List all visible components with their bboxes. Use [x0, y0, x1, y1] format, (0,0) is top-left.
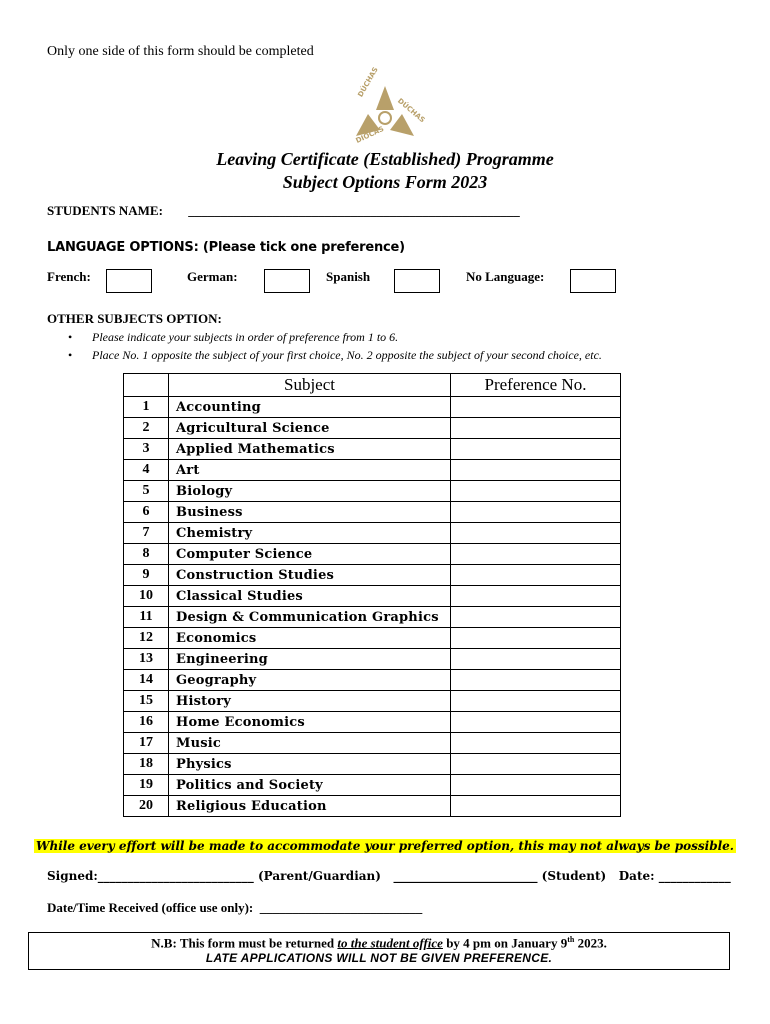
language-label-french: French:	[47, 269, 91, 284]
header-number	[124, 374, 169, 397]
table-row	[124, 712, 621, 733]
header-preference: Preference No.	[451, 374, 621, 397]
instruction-item: • Please indicate your subjects in order of preference from 1 to 6.	[68, 328, 602, 346]
row-number: 6	[124, 502, 169, 523]
form-title: Leaving Certificate (Established) Programme	[216, 149, 554, 169]
return-notice	[29, 935, 729, 951]
row-number: 15	[124, 691, 169, 712]
students-name-row	[47, 203, 520, 219]
row-number: 14	[124, 670, 169, 691]
language-label-spanish: Spanish	[326, 269, 371, 284]
row-preference-cell[interactable]	[451, 607, 621, 628]
row-number: 19	[124, 775, 169, 796]
row-number: 10	[124, 586, 169, 607]
row-subject: Biology	[169, 481, 451, 502]
row-subject: Physics	[169, 754, 451, 775]
notice-middle: by 4 pm on January 9	[442, 935, 568, 951]
french-checkbox[interactable]	[106, 269, 152, 293]
row-subject: Home Economics	[169, 712, 451, 733]
german-checkbox[interactable]	[264, 269, 310, 293]
notice-sup: th	[567, 935, 575, 944]
row-preference-cell[interactable]	[451, 754, 621, 775]
table-row	[124, 670, 621, 691]
table-row	[124, 523, 621, 544]
language-label-german: German:	[187, 269, 238, 284]
row-number: 2	[124, 418, 169, 439]
row-subject: Computer Science	[169, 544, 451, 565]
table-row	[124, 733, 621, 754]
row-number: 20	[124, 796, 169, 817]
table-row	[124, 481, 621, 502]
signature-line[interactable]: Signed:__________________________ (Parent/Guardian) ________________________ (Student) Date: ____________	[47, 869, 731, 883]
return-notice-box	[28, 932, 730, 970]
table-row	[124, 460, 621, 481]
row-preference-cell[interactable]	[451, 460, 621, 481]
form-subtitle: Subject Options Form 2023	[282, 172, 488, 192]
school-logo	[348, 65, 427, 145]
row-preference-cell[interactable]	[451, 502, 621, 523]
row-subject: Agricultural Science	[169, 418, 451, 439]
language-label-none: No Language:	[466, 269, 545, 284]
row-number: 7	[124, 523, 169, 544]
table-row	[124, 397, 621, 418]
notice-underlined: to the student office	[337, 935, 443, 951]
row-number: 8	[124, 544, 169, 565]
instructions-list	[68, 328, 602, 364]
logo-text-bottom: DIOCAS	[354, 124, 386, 145]
row-preference-cell[interactable]	[451, 712, 621, 733]
notice-prefix: N.B: This form must be returned	[151, 935, 338, 951]
row-preference-cell[interactable]	[451, 439, 621, 460]
notice-suffix: 2023.	[574, 935, 607, 951]
row-preference-cell[interactable]	[451, 691, 621, 712]
table-row	[124, 607, 621, 628]
row-subject: Chemistry	[169, 523, 451, 544]
row-preference-cell[interactable]	[451, 586, 621, 607]
row-subject: Geography	[169, 670, 451, 691]
logo-text-right: DÚCHAS	[395, 96, 427, 125]
row-number: 9	[124, 565, 169, 586]
row-preference-cell[interactable]	[451, 397, 621, 418]
row-preference-cell[interactable]	[451, 481, 621, 502]
row-number: 1	[124, 397, 169, 418]
row-number: 4	[124, 460, 169, 481]
language-heading: LANGUAGE OPTIONS: (Please tick one preference)	[47, 240, 405, 255]
row-number: 18	[124, 754, 169, 775]
header-subject: Subject	[169, 374, 451, 397]
students-name-field[interactable]: ___________________________________________________	[188, 203, 520, 218]
row-number: 11	[124, 607, 169, 628]
row-preference-cell[interactable]	[451, 628, 621, 649]
row-number: 12	[124, 628, 169, 649]
other-subjects-heading: OTHER SUBJECTS OPTION:	[47, 311, 222, 326]
row-subject: Business	[169, 502, 451, 523]
row-preference-cell[interactable]	[451, 544, 621, 565]
row-subject: Art	[169, 460, 451, 481]
table-row	[124, 775, 621, 796]
logo-text-top: DÚCHAS	[356, 65, 380, 99]
row-subject: Music	[169, 733, 451, 754]
table-row	[124, 628, 621, 649]
table-row	[124, 565, 621, 586]
row-preference-cell[interactable]	[451, 565, 621, 586]
row-preference-cell[interactable]	[451, 418, 621, 439]
row-subject: Accounting	[169, 397, 451, 418]
table-row	[124, 691, 621, 712]
row-number: 3	[124, 439, 169, 460]
row-subject: Construction Studies	[169, 565, 451, 586]
no-language-checkbox[interactable]	[570, 269, 616, 293]
table-row	[124, 502, 621, 523]
row-preference-cell[interactable]	[451, 775, 621, 796]
table-row	[124, 796, 621, 817]
row-preference-cell[interactable]	[451, 733, 621, 754]
top-note: Only one side of this form should be completed	[47, 44, 314, 59]
row-preference-cell[interactable]	[451, 523, 621, 544]
instruction-item: • Place No. 1 opposite the subject of your first choice, No. 2 opposite the subject of your second choice, etc.	[68, 346, 602, 364]
row-subject: Classical Studies	[169, 586, 451, 607]
row-preference-cell[interactable]	[451, 796, 621, 817]
table-row	[124, 418, 621, 439]
table-row	[124, 754, 621, 775]
row-subject: Politics and Society	[169, 775, 451, 796]
row-number: 5	[124, 481, 169, 502]
table-row	[124, 439, 621, 460]
effort-note-wrap	[0, 837, 770, 855]
received-line[interactable]: Date/Time Received (office use only): _________________________	[47, 900, 423, 915]
row-number: 16	[124, 712, 169, 733]
table-row	[124, 544, 621, 565]
spanish-checkbox[interactable]	[394, 269, 440, 293]
row-subject: Design & Communication Graphics	[169, 607, 451, 628]
late-applications-warning: LATE APPLICATIONS WILL NOT BE GIVEN PREFERENCE.	[205, 951, 553, 966]
row-number: 13	[124, 649, 169, 670]
row-subject: Religious Education	[169, 796, 451, 817]
row-subject: Engineering	[169, 649, 451, 670]
table-row	[124, 586, 621, 607]
table-row	[124, 649, 621, 670]
table-header-row	[124, 374, 621, 397]
row-subject: Applied Mathematics	[169, 439, 451, 460]
row-subject: History	[169, 691, 451, 712]
students-name-label: STUDENTS NAME:	[47, 203, 163, 218]
row-preference-cell[interactable]	[451, 649, 621, 670]
subjects-table	[123, 373, 621, 817]
row-number: 17	[124, 733, 169, 754]
row-subject: Economics	[169, 628, 451, 649]
effort-note: While every effort will be made to accommodate your preferred option, this may not always be possible.	[36, 839, 734, 853]
row-preference-cell[interactable]	[451, 670, 621, 691]
